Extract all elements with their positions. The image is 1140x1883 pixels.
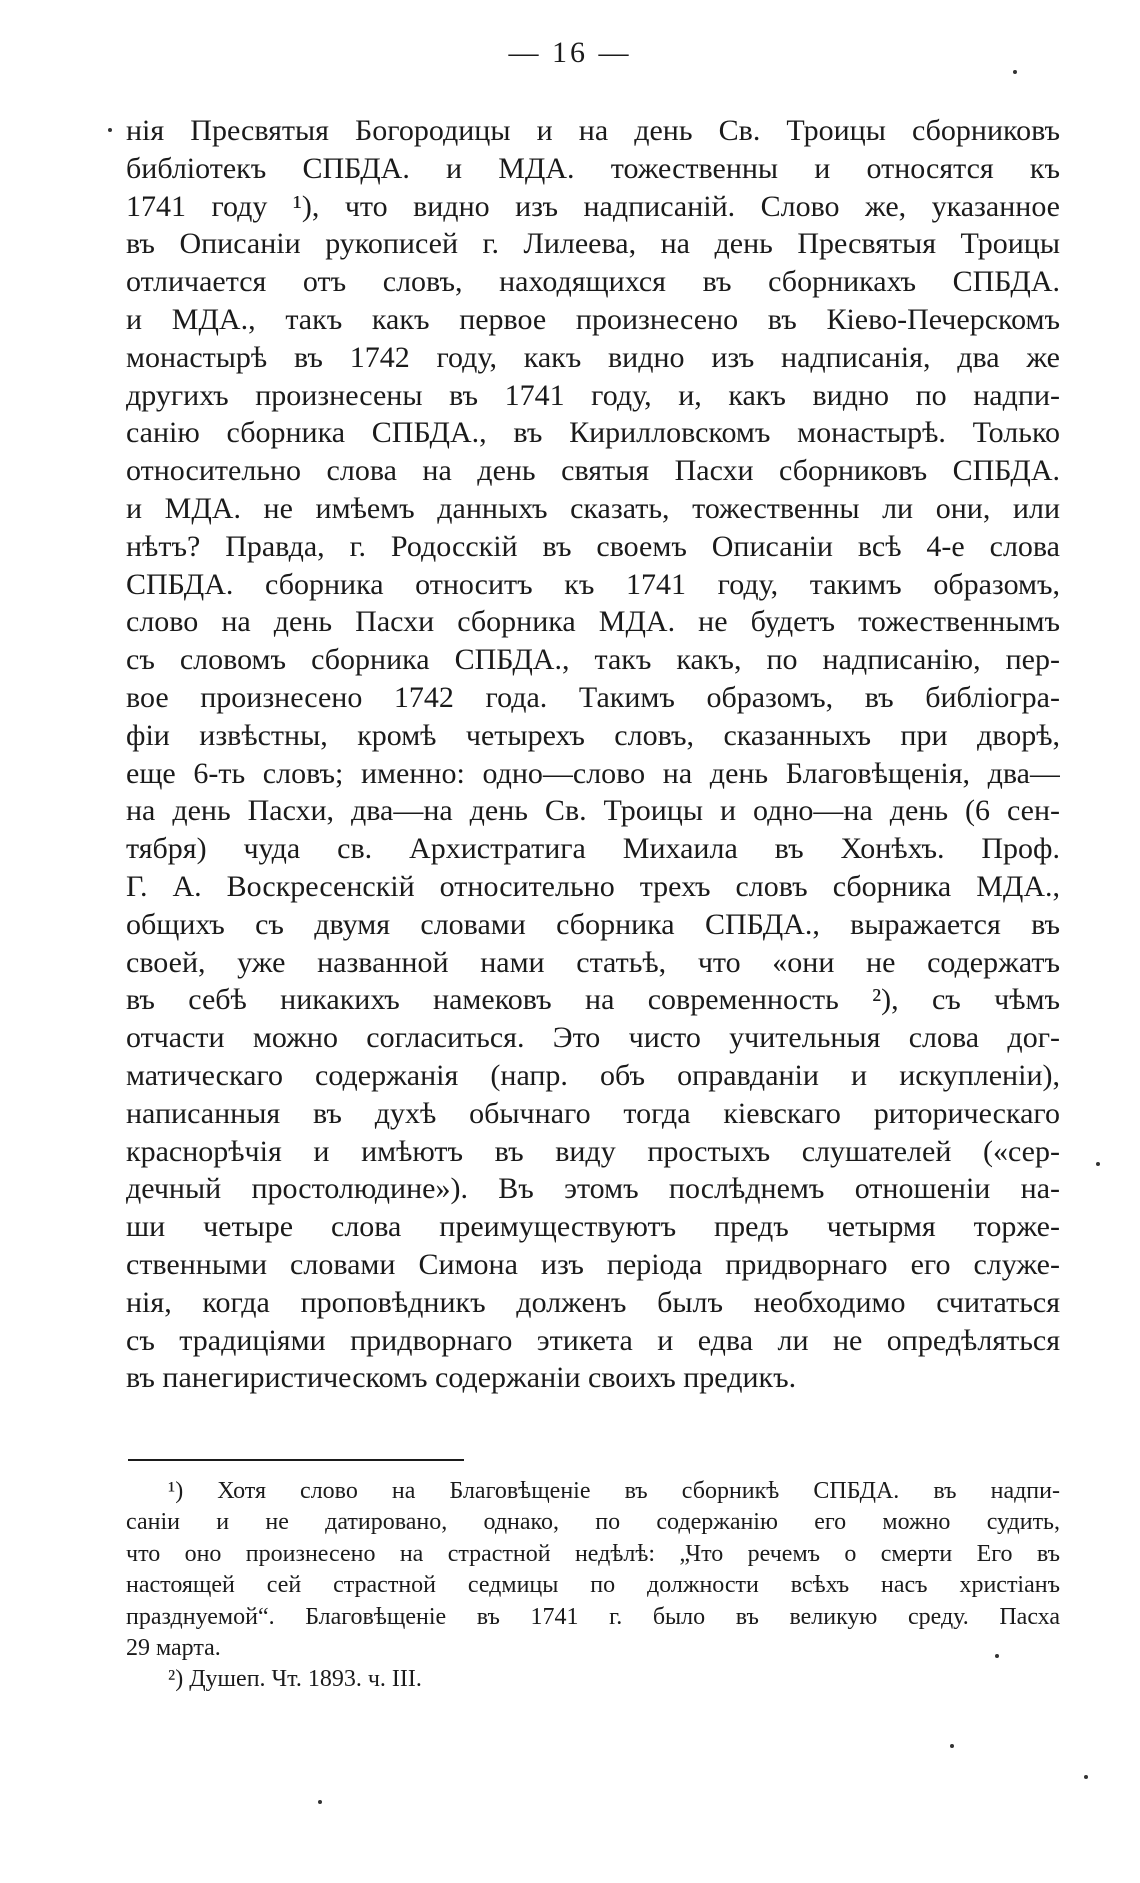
text-line: тября) чуда св. Архистратига Михаила въ Хонѣхъ. Проф. [126, 832, 1060, 866]
text-line: другихъ произнесены въ 1741 году, и, какъ видно по надпи- [126, 378, 1060, 412]
print-speck [995, 1654, 999, 1658]
text-line: нія Пресвятыя Богородицы и на день Св. Троицы сборниковъ [126, 114, 1060, 147]
footnote-1-line: настоящей сей страстной седмицы по должности всѣхъ насъ христіанъ [126, 1572, 1060, 1599]
text-line: ственными словами Симона изъ періода придворнаго его служе- [126, 1247, 1060, 1281]
footnote-1-line: ¹) Хотя слово на Благовѣщеніе въ сборникѣ СПБДА. въ надпи- [168, 1478, 1060, 1504]
text-line: и МДА., такъ какъ первое произнесено въ Кіево-Печерскомъ [126, 302, 1060, 336]
text-line: санію сборника СПБДА., въ Кирилловскомъ монастырѣ. Только [126, 416, 1060, 450]
print-speck [318, 1800, 322, 1804]
footnote-1-line: празднуемой“. Благовѣщеніе въ 1741 г. было въ великую среду. Пасха [126, 1603, 1060, 1630]
text-line: еще 6-ть словъ; именно: одно—слово на день Благовѣщенія, два— [126, 756, 1060, 790]
text-line: съ словомъ сборника СПБДА., такъ какъ, по надписанію, пер- [126, 643, 1060, 677]
text-line: дечный простолюдине»). Въ этомъ послѣднемъ отношеніи на- [126, 1172, 1060, 1206]
text-line: съ традиціями придворнаго этикета и едва ли не опредѣляться [126, 1323, 1060, 1357]
footnote-1-line: что оно произнесено на страстной недѣлѣ: „Что речемъ о смерти Его въ [126, 1540, 1060, 1567]
print-speck [1084, 1775, 1088, 1779]
text-line: фіи извѣстны, кромѣ четырехъ словъ, сказанныхъ при дворѣ, [126, 718, 1060, 752]
text-line: вое произнесено 1742 года. Такимъ образомъ, въ библіогра- [126, 680, 1060, 714]
text-line: и МДА. не имѣемъ данныхъ сказать, тожественны ли они, или [126, 491, 1060, 525]
text-line: СПБДА. сборника относитъ къ 1741 году, такимъ образомъ, [126, 567, 1060, 601]
text-line: отличается отъ словъ, находящихся въ сборникахъ СПБДА. [126, 265, 1060, 299]
text-line: написанныя въ духѣ обычнаго тогда кіевскаго риторическаго [126, 1096, 1060, 1130]
text-line: относительно слова на день святыя Пасхи сборниковъ СПБДА. [126, 454, 1060, 488]
text-line: библіотекъ СПБДА. и МДА. тожественны и относятся къ [126, 151, 1060, 185]
print-speck [108, 128, 112, 132]
text-line: ши четыре слова преимуществуютъ предъ четырмя торже- [126, 1210, 1060, 1244]
text-line: общихъ съ двумя словами сборника СПБДА., выражается въ [126, 907, 1060, 941]
footnotes [126, 1476, 1060, 1696]
text-line: нѣтъ? Правда, г. Родосскій въ своемъ Описаніи всѣ 4-е слова [126, 529, 1060, 563]
text-line: въ себѣ никакихъ намековъ на современность ²), съ чѣмъ [126, 983, 1060, 1017]
text-line: матическаго содержанія (напр. объ оправданіи и искупленіи), [126, 1058, 1060, 1092]
page-number: — 16 — [508, 36, 632, 69]
text-line: въ панегиристическомъ содержаніи своихъ предикъ. [126, 1361, 797, 1395]
text-line: краснорѣчія и имѣютъ въ виду простыхъ слушателей («сер- [126, 1134, 1060, 1168]
text-line: своей, уже названной нами статьѣ, что «они не содержатъ [126, 945, 1060, 979]
print-speck [1096, 1162, 1100, 1166]
text-line: на день Пасхи, два—на день Св. Троицы и одно—на день (6 сен- [126, 794, 1060, 828]
body-text [126, 112, 1060, 1397]
print-speck [950, 1744, 954, 1748]
text-line: нія, когда проповѣдникъ долженъ былъ необходимо считаться [126, 1285, 1060, 1319]
footnote-1-line: саніи и не датировано, однако, по содержанію его можно судить, [126, 1509, 1060, 1536]
text-line: Г. А. Воскресенскій относительно трехъ словъ сборника МДА., [126, 869, 1060, 903]
text-line: 1741 году ¹), что видно изъ надписаній. Слово же, указанное [126, 189, 1060, 223]
text-line: монастырѣ въ 1742 году, какъ видно изъ надписанія, два же [126, 340, 1060, 374]
print-speck [1013, 70, 1017, 74]
footnote-1-line: 29 марта. [126, 1634, 221, 1661]
footnote-separator [128, 1459, 464, 1461]
text-line: въ Описаніи рукописей г. Лилеева, на день Пресвятыя Троицы [126, 227, 1060, 261]
text-line: слово на день Пасхи сборника МДА. не будетъ тожественнымъ [126, 605, 1060, 639]
text-line: отчасти можно согласиться. Это чисто учительныя слова дог- [126, 1021, 1060, 1055]
footnote-2: ²) Душеп. Чт. 1893. ч. III. [168, 1666, 422, 1693]
